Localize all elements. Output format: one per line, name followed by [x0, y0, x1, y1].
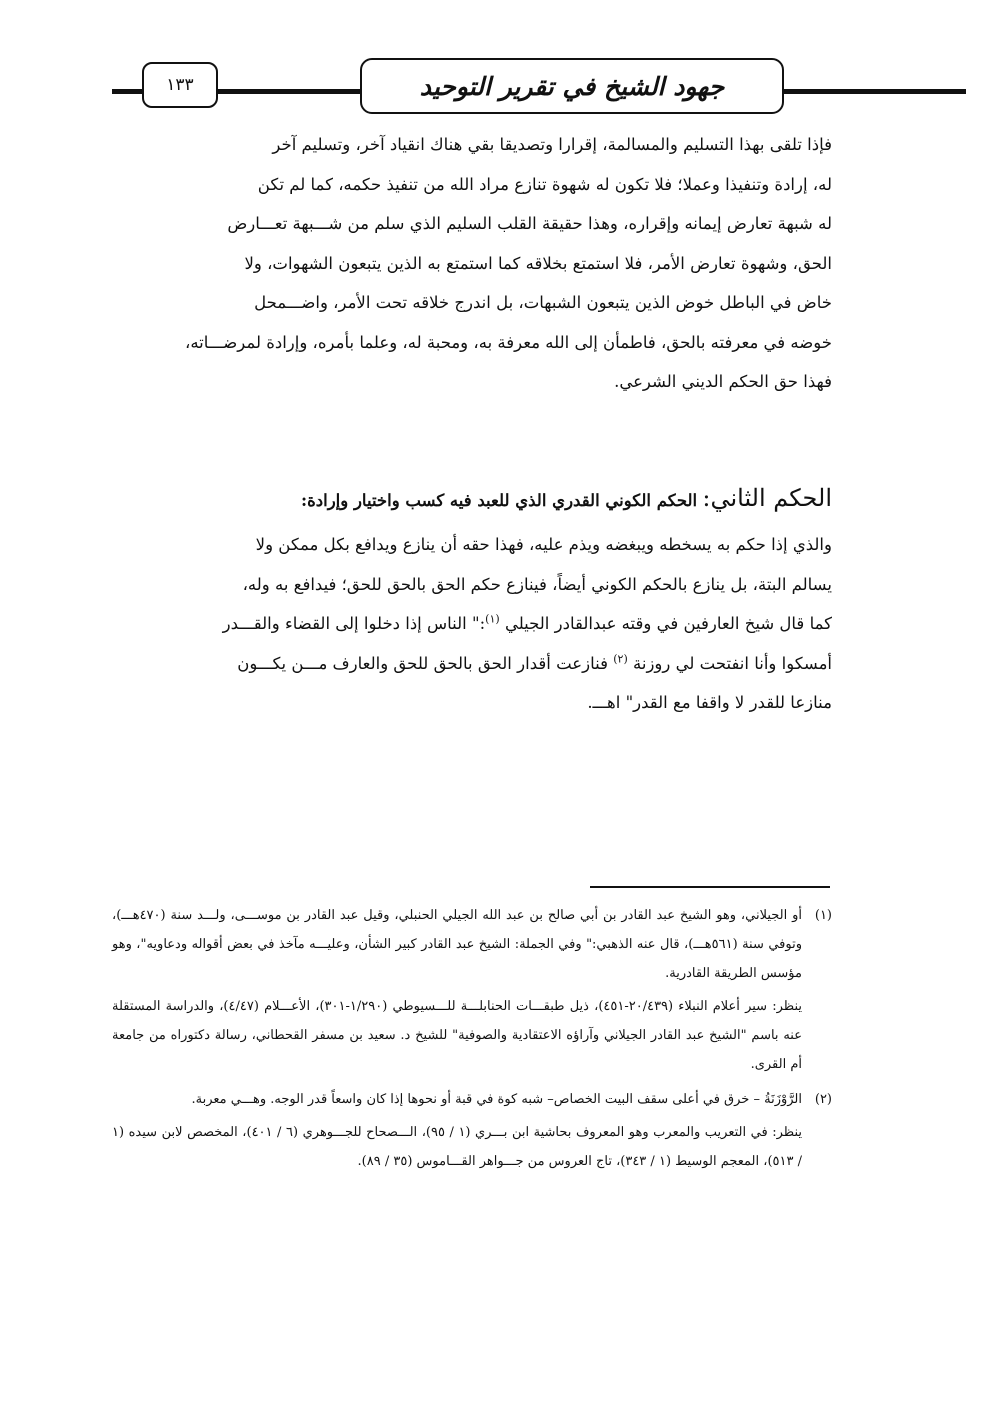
section-heading — [112, 478, 832, 521]
paragraph-1-line: فهذا حق الحكم الديني الشرعي. — [614, 372, 832, 391]
footnote-number: (١) — [814, 908, 832, 923]
paragraph-1-line: له، إرادة وتنفيذا وعملا؛ فلا تكون له شهوة تنازع مراد الله من تنفيذ حكمه، كما لم تكن — [257, 174, 832, 194]
footnote-1 — [112, 901, 832, 1083]
running-title-text: جهود الشيخ في تقرير التوحيد — [419, 71, 725, 101]
paragraph-2 — [112, 525, 832, 723]
footnotes — [112, 901, 832, 1182]
footnote-number: (٢) — [814, 1092, 832, 1107]
footnote-2 — [112, 1085, 832, 1180]
footnote-body — [112, 901, 802, 1083]
paragraph-1-line: فإذا تلقى بهذا التسليم والمسالمة، إقرارا وتصديقا بقي هناك انقياد آخر، وتسليم آخر — [272, 135, 832, 154]
paragraph-2-line: يسالم البتة، بل ينازع بالحكم الكوني أيضاً، فينازع حكم الحق بالحق للحق؛ فيدافع به وله، — [242, 574, 832, 594]
footnote-ref-1[interactable]: (١) — [485, 612, 500, 626]
footnote-ref-2[interactable]: (٢) — [613, 652, 628, 665]
paragraph-2-line — [112, 644, 832, 684]
paragraph-1-line: الحق، وشهوة تعارض الأمر، فلا استمتع بخلاقه كما استمتع به الذين يتبعون الشهوات، ولا — [244, 253, 832, 273]
paragraph-1-line: له شبهة تعارض إيمانه وإقراره، وهذا حقيقة القلب السليم الذي سلم من شـــبهة تعـــارض — [227, 214, 832, 233]
section-heading-lead: الحكم الثاني: — [702, 484, 832, 512]
paragraph-2-text: أمسكوا وأنا انفتحت لي روزنة — [633, 653, 832, 673]
header-rule-left — [112, 89, 144, 94]
paragraph-1-line: خوضه في معرفته بالحق، فاطمأن إلى الله معرفة به، ومحبة له، وعلما بأمره، وإرادة لمرضـــاته، — [185, 332, 832, 352]
paragraph-2-text: فنازعت أقدار الحق بالحق للحق والعارف مـــن يكـــون — [237, 653, 608, 673]
paragraph-1 — [112, 125, 832, 402]
paragraph-2-line: منازعا للقدر لا واقفا مع القدر" اهـــ. — [587, 693, 832, 712]
paragraph-2-line: والذي إذا حكم به يسخطه ويبغضه ويذم عليه، فهذا حقه أن ينازع ويدافع بكل ممكن ولا — [255, 535, 832, 554]
page-number — [142, 62, 218, 108]
running-title — [360, 58, 784, 114]
footnote-paragraph: ينظر: في التعريب والمعرب وهو المعروف بحاشية ابن بـــري (١ / ٩٥)، الـــصحاح للجـــوهري (٦ / ٤٠١)، المخصص لابن سيده (١ / ٥١٣)، المعجم الوسيط (١ / ٣٤٣)، تاج العروس من جـــواهر القـــاموس (٣٥ / ٨٩). — [112, 1125, 802, 1169]
paragraph-2-line — [112, 604, 832, 644]
header-rule-right — [780, 89, 966, 94]
header-rule-middle — [214, 89, 362, 94]
page-number-text: ١٣٣ — [166, 75, 194, 95]
section-heading-title: الحكم الكوني القدري الذي للعبد فيه كسب واختيار وإرادة: — [301, 491, 698, 510]
footnote-paragraph: أو الجيلاني، وهو الشيخ عبد القادر بن أبي صالح بن عبد الله الجيلي الحنبلي، وقيل عبد القادر بن موســـى، ولـــد سنة (٤٧٠هـــ)، وتوفي سنة (٥٦١هـــ)، قال عنه الذهبي:" وفي الجملة: الشيخ عبد القادر كبير الشأن، وعليـــه مآخذ في بعض أقواله ودعاويه"، وهو مؤسس الطريقة القادرية. — [112, 908, 802, 981]
paragraph-2-text: كما قال شيخ العارفين في وقته عبدالقادر الجيلي — [504, 614, 832, 633]
paragraph-1-line: خاض في الباطل خوض الذين يتبعون الشبهات، بل اندرج خلاقه تحت الأمر، واضـــمحل — [254, 293, 832, 312]
footnote-paragraph: الرَّوْزَنَةُ – خرق في أعلى سقف البيت الخصاص– شبه كوة في قبة أو نحوها إذا كان واسعاً قدر الوجه. وهـــي معربة. — [191, 1092, 802, 1107]
paragraph-2-text: :" الناس إذا دخلوا إلى القضاء والقـــدر — [222, 614, 486, 633]
footnote-paragraph: ينظر: سير أعلام النبلاء (٢٠/٤٣٩-٤٥١)، ذيل طبقـــات الحنابلـــة للـــسيوطي (١/٢٩٠-٣٠١)، الأعـــلام (٤/٤٧)، والدراسة المستقلة عنه باسم "الشيخ عبد القادر الجيلاني وآراؤه الاعتقادية والصوفية" للشيخ د. سعيد بن مسفر القحطاني، رسالة دكتوراه من جامعة أم القرى. — [112, 999, 803, 1072]
footnote-separator — [590, 886, 830, 888]
footnote-body — [112, 1085, 802, 1180]
